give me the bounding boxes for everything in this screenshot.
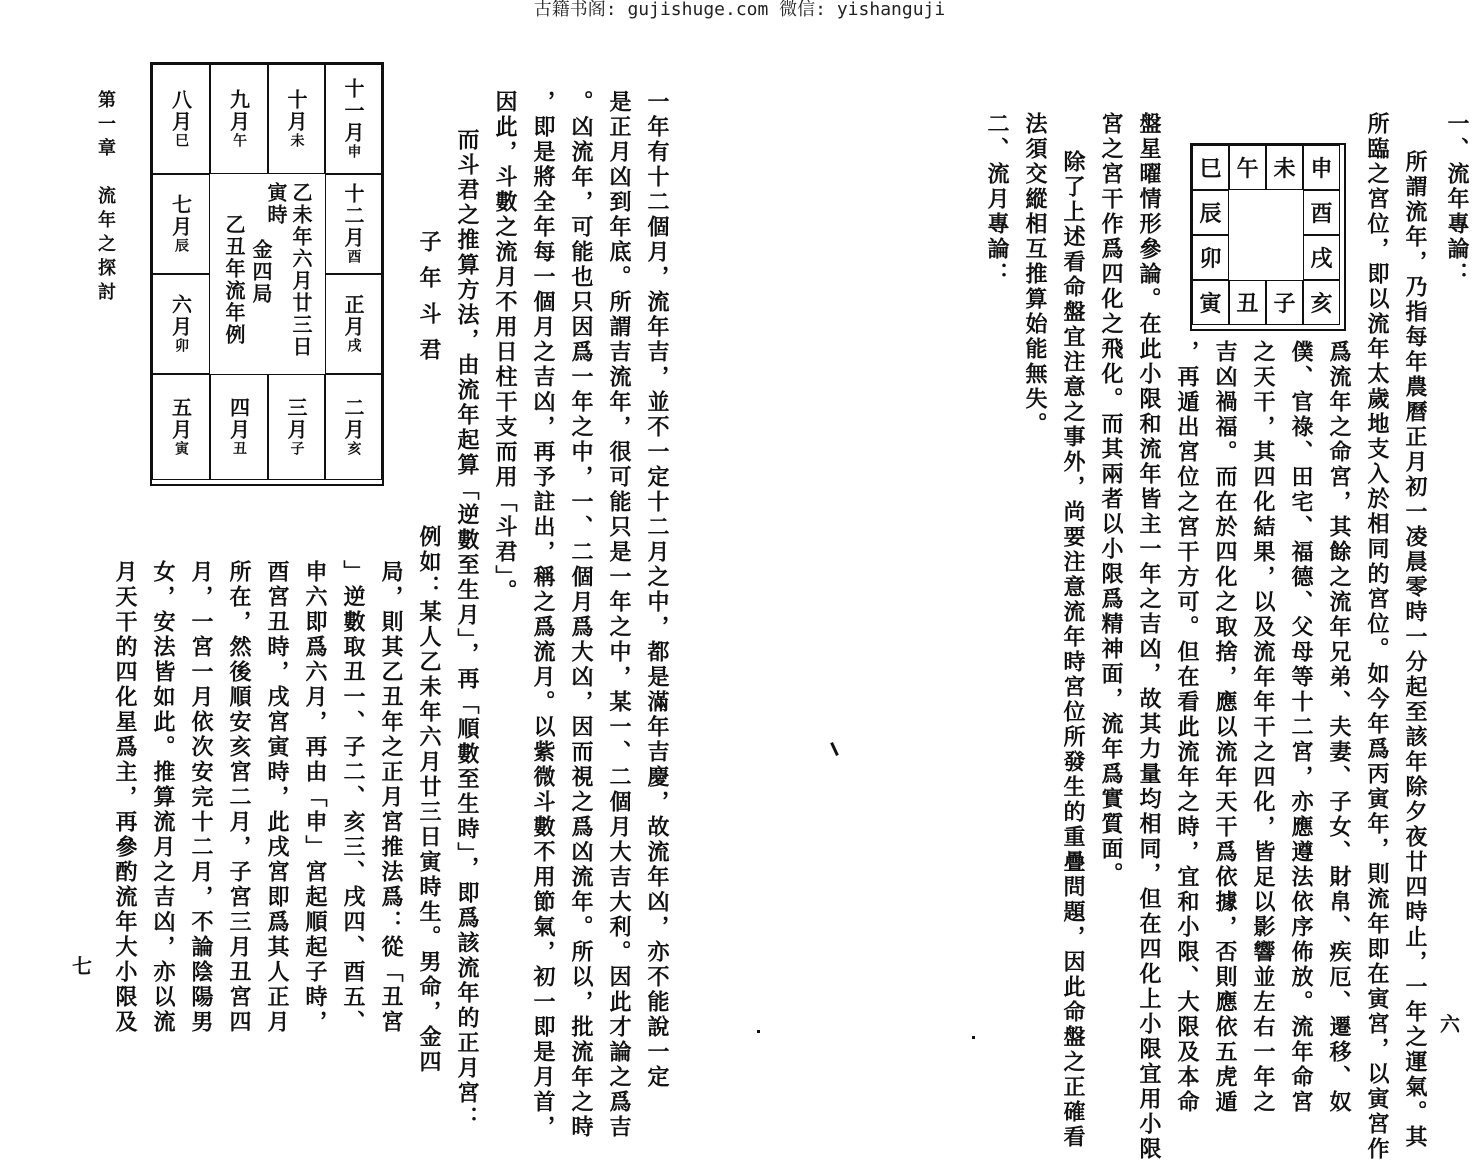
grid-right-2: 戌 xyxy=(1303,235,1340,280)
grid-bottom-2: 丑 xyxy=(1229,280,1266,325)
grid-top-3: 未 xyxy=(1266,145,1303,190)
para-top-line-6: 而斗君之推算方法，由流年起算「逆數至生月」，再「順數至生時」，即爲該流年的正月宮： xyxy=(454,128,480,1131)
table-note-bureau: 金四局 xyxy=(249,239,273,305)
example-line-8: 女，安法皆如此。推算流月之吉凶，亦以流 xyxy=(150,560,176,1035)
scan-speck xyxy=(972,1036,975,1039)
ziyear-title: 子年斗君 xyxy=(416,230,442,374)
example-line-4: 申六即爲六月，再由「申」宮起順起子時， xyxy=(302,560,328,1035)
grid-top-1: 巳 xyxy=(1192,145,1229,190)
month-cell-right-1: 十二月 酉 xyxy=(325,174,382,274)
grid-bottom-4: 亥 xyxy=(1303,280,1340,325)
para-top-line-3: 。凶流年，可能也只因爲一年之中，一、二個月爲大凶，因而視之爲凶流年。所以，批流年之時 xyxy=(568,90,594,1140)
para-top-line-5: 因此，斗數之流月不用日柱干支而用「斗君」。 xyxy=(492,90,518,604)
example-line-5: 酉宮丑時，戌宮寅時，此戌宮即爲其人正月 xyxy=(264,560,290,1035)
example-line-7: 月，一宮一月依次安完十二月，不論陰陽男 xyxy=(188,560,214,1035)
scan-speck xyxy=(830,742,839,756)
month-cell-bottom-4: 二月 亥 xyxy=(325,374,382,480)
para1-line-1: 所謂流年，乃指每年農曆正月初一凌晨零時一分起至該年除夕夜廿四時止，一年之運氣。其 xyxy=(1402,150,1428,1150)
para1-line-3: 爲流年之命宮，其餘之流年兄弟、夫妻、子女、財帛、疾厄、遷移、奴 xyxy=(1326,340,1352,1115)
para1-line-4: 僕、官祿、田宅、福德、父母等十二宮，亦應遵法依序佈放。流年命宮 xyxy=(1288,340,1314,1115)
month-cell-bottom-2: 四月 丑 xyxy=(210,374,268,480)
month-cell-bottom-1: 五月 寅 xyxy=(152,374,210,480)
month-cell-top-1: 八月 巳 xyxy=(152,64,210,174)
month-cell-top-3: 十月 未 xyxy=(268,64,325,174)
month-cell-right-2: 正月 戌 xyxy=(325,274,382,374)
left-page-number: 七 xyxy=(72,954,92,978)
grid-top-2: 午 xyxy=(1229,145,1266,190)
para-top-line-1: 一年有十二個月，流年吉，並不一定十二月之中，都是滿年吉慶，故流年凶，亦不能說一定 xyxy=(644,90,670,1090)
para1-line-2: 所臨之宮位，即以流年太歲地支入於相同的宮位。如今年爲丙寅年，則流年即在寅宮，以寅宮作 xyxy=(1364,112,1390,1162)
table-note-hour: 寅時 xyxy=(264,182,288,226)
para-top-line-4: ，即是將全年每一個月之吉凶，再予註出，稱之爲流月。以紫微斗數不用節氣，初一即是月首， xyxy=(530,90,556,1140)
para1-line-10: 除了上述看命盤宜注意之事外，尚要注意流年時宮位所發生的重疊問題，因此命盤之正確看 xyxy=(1060,150,1086,1150)
scan-speck xyxy=(757,1030,760,1033)
grid-left-1: 辰 xyxy=(1192,190,1229,235)
example-line-3: 」逆數取丑一、子二、亥三、戌四、酉五、 xyxy=(340,560,366,1035)
para1-line-6: 吉凶禍福。而在於四化之取捨，應以流年天干爲依據，否則應依五虎遁 xyxy=(1212,340,1238,1115)
grid-top-4: 申 xyxy=(1303,145,1340,190)
grid-right-1: 酉 xyxy=(1303,190,1340,235)
para1-line-7: ，再遁出宮位之宮干方可。但在看此流年之時，宜和小限、大限及本命 xyxy=(1174,340,1200,1115)
section1-title: 一、流年專論： xyxy=(1444,112,1470,287)
chapter-footer: 第一章 流年之探討 xyxy=(95,90,116,306)
palace-grid xyxy=(1190,143,1346,331)
para-top-line-2: 是正月凶到年底。所謂吉流年，很可能只是一年之中，某一、二個月大吉大利。因此才論之爲吉 xyxy=(606,90,632,1140)
month-cell-left-2: 六月 卯 xyxy=(152,274,210,374)
table-note-birth: 乙未年六月廿三日 xyxy=(289,182,313,358)
example-line-2: 局，則其乙丑年之正月宮推法爲：從「丑宮 xyxy=(378,560,404,1035)
watermark-header: 古籍书阁: gujishuge.com 微信: yishanguji xyxy=(533,0,946,20)
month-cell-top-2: 九月 午 xyxy=(210,64,268,174)
right-page-number: 六 xyxy=(1440,1012,1460,1036)
para1-line-8: 盤星曜情形參論。在此小限和流年皆主一年之吉凶，故其力量均相同，但在四化上小限宜用小限 xyxy=(1136,112,1162,1162)
example-line-6: 所在，然後順安亥宮二月，子宮三月丑宮四 xyxy=(226,560,252,1035)
table-note-example: 乙丑年流年例 xyxy=(222,214,246,346)
month-cell-top-4: 十一月 申 xyxy=(325,64,382,174)
example-line-9: 月天干的四化星爲主，再參酌流年大小限及 xyxy=(112,560,138,1035)
month-table xyxy=(150,62,384,486)
month-cell-left-1: 七月 辰 xyxy=(152,174,210,274)
para1-line-11: 法須交縱相互推算始能無失。 xyxy=(1022,112,1048,437)
section2-title: 二、流月專論： xyxy=(984,112,1010,287)
month-cell-bottom-3: 三月 子 xyxy=(268,374,325,480)
example-line-1: 例如：某人乙未年六月廿三日寅時生。男命，金四 xyxy=(416,525,442,1075)
grid-bottom-1: 寅 xyxy=(1192,280,1229,325)
grid-bottom-3: 子 xyxy=(1266,280,1303,325)
para1-line-5: 之天干，其四化結果，以及流年年干之四化，皆足以影響並左右一年之 xyxy=(1250,340,1276,1115)
grid-left-2: 卯 xyxy=(1192,235,1229,280)
para1-line-9: 宮之宮干作爲四化之飛化。而其兩者以小限爲精神面，流年爲實質面。 xyxy=(1098,112,1124,887)
